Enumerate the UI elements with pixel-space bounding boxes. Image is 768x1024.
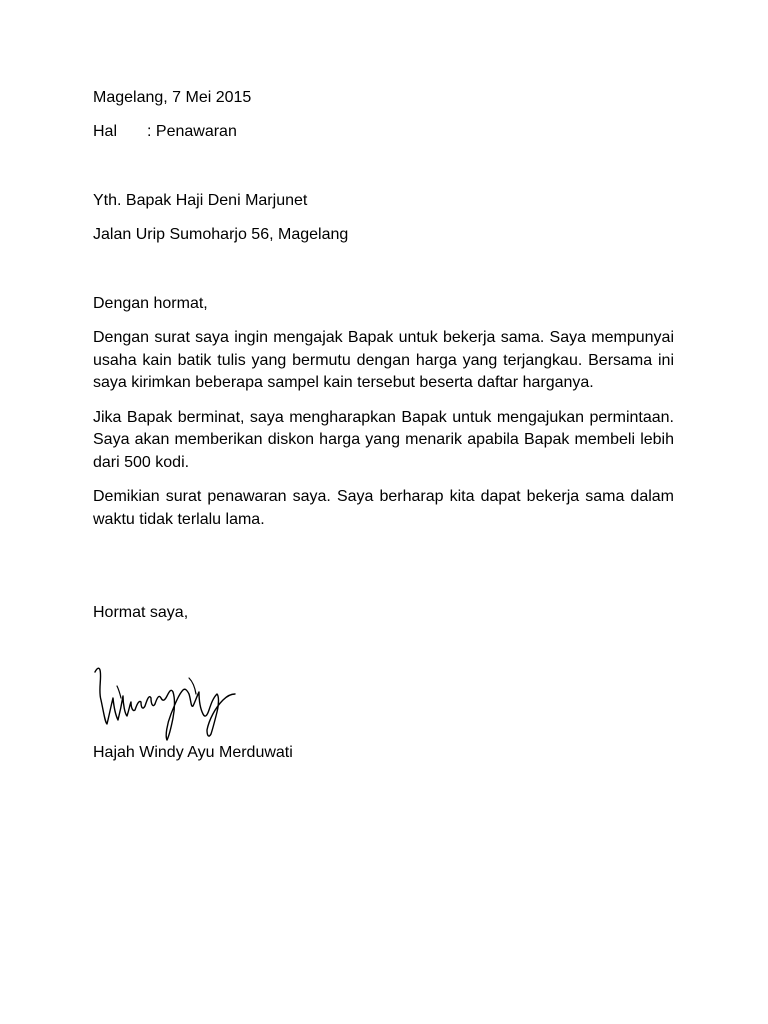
subject-value: : Penawaran <box>147 123 237 140</box>
place-date: Magelang, 7 Mei 2015 <box>93 89 252 106</box>
paragraph-2: Jika Bapak berminat, saya mengharapkan Bapak untuk mengajukan permintaan. Saya akan memberikan diskon harga yang menarik apabila Bapak membeli lebih dari 500 kodi. <box>93 408 674 471</box>
signer-name: Hajah Windy Ayu Merduwati <box>93 744 293 761</box>
signature-image <box>93 664 238 744</box>
subject-line <box>93 121 674 143</box>
paragraph-3: Demikian surat penawaran saya. Saya berharap kita dapat bekerja sama dalam waktu tidak terlalu lama. <box>93 488 674 528</box>
salutation: Dengan hormat, <box>93 295 208 312</box>
closing: Hormat saya, <box>93 604 189 621</box>
letter-body <box>93 87 674 624</box>
recipient: Yth. Bapak Haji Deni Marjunet <box>93 192 308 209</box>
subject-label: Hal <box>93 123 118 140</box>
paragraph-1: Dengan surat saya ingin mengajak Bapak untuk bekerja sama. Saya mempunyai usaha kain batik tulis yang bermutu dengan harga yang terjangkau. Bersama ini saya kirimkan beberapa sampel kain tersebut beserta daftar harganya. <box>93 329 674 391</box>
recipient-address: Jalan Urip Sumoharjo 56, Magelang <box>93 226 349 243</box>
